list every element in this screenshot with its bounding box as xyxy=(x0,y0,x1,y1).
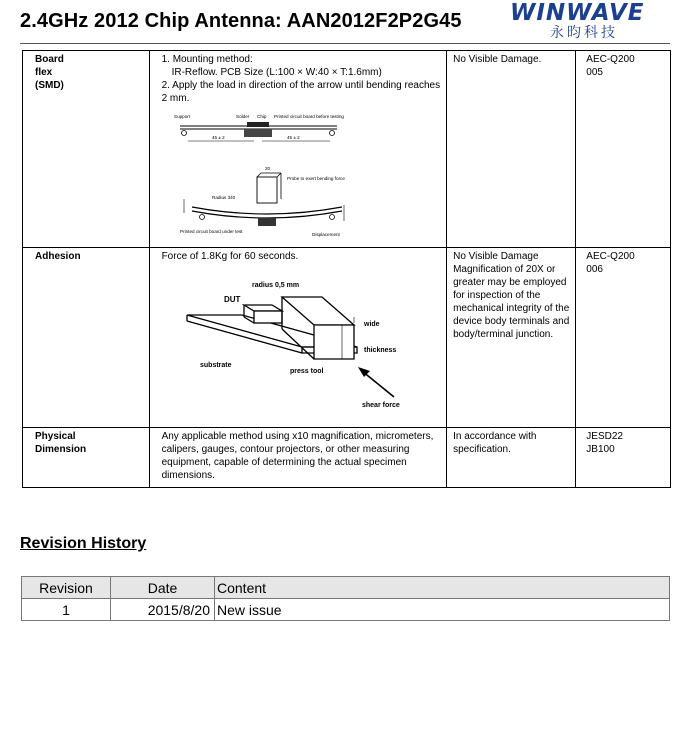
procedure-line: equipment, capable of determining the actual specimen xyxy=(161,457,407,468)
procedure-line: IR-Reflow. PCB Size (L:100 × W:40 × T:1.6mm) xyxy=(171,67,382,78)
fig-label-radius: radius 0,5 mm xyxy=(251,282,299,289)
test-item-cell xyxy=(23,248,150,428)
test-item-line: (SMD) xyxy=(35,80,64,91)
revision-table xyxy=(21,576,670,621)
criteria-cell xyxy=(447,248,576,428)
criteria-line: No Visible Damage. xyxy=(453,54,542,65)
revision-header-row xyxy=(22,577,670,599)
reference-line: JB100 xyxy=(586,444,615,455)
criteria-cell xyxy=(447,428,576,488)
procedure-cell xyxy=(149,51,447,248)
procedure-line: 2 mm. xyxy=(161,93,190,104)
fig-label-top-dim: 20 xyxy=(264,166,270,171)
test-item-line: Adhesion xyxy=(35,251,81,262)
column-header-revision: Revision xyxy=(22,577,111,599)
fig-label-substrate: substrate xyxy=(199,362,232,369)
procedure-line: 1. Mounting method: xyxy=(161,54,253,65)
fig-label-pcb-under: Printed circuit board under test xyxy=(179,229,243,234)
winwave-logo xyxy=(510,0,660,42)
fig-label-thickness: thickness xyxy=(363,347,396,354)
table-row xyxy=(23,428,671,488)
reference-line: 006 xyxy=(586,264,603,275)
bend-test-figure xyxy=(162,109,362,245)
procedure-line: calipers, gauges, contour projectors, or other measuring xyxy=(161,444,410,455)
test-item-cell xyxy=(23,51,150,248)
test-item-line: flex xyxy=(35,67,53,78)
procedure-cell xyxy=(149,428,447,488)
criteria-cell xyxy=(447,51,576,248)
reference-line: AEC-Q200 xyxy=(586,251,635,262)
criteria-line: specification. xyxy=(453,444,511,455)
test-item-line: Board xyxy=(35,54,64,65)
table-row xyxy=(22,599,670,621)
fig-label-pcb-before: Printed circuit board before testing xyxy=(273,114,344,119)
test-spec-table xyxy=(22,50,671,488)
revision-history-title: Revision History xyxy=(20,535,147,552)
column-header-date: Date xyxy=(111,577,215,599)
criteria-line: body/terminal junction. xyxy=(453,329,554,340)
reference-line: 005 xyxy=(586,67,603,78)
revision-number: 1 xyxy=(22,599,111,621)
procedure-line: 2. Apply the load in direction of the arrow until bending reaches xyxy=(161,80,441,91)
test-item-line: Dimension xyxy=(35,444,87,455)
reference-line: AEC-Q200 xyxy=(586,54,635,65)
logo-chinese-name: 永昀科技 xyxy=(550,25,618,41)
fig-label-radius: Radius 340 xyxy=(211,195,235,200)
table-row xyxy=(23,248,671,428)
criteria-line: Magnification of 20X or xyxy=(453,264,556,275)
fig-label-dut: DUT xyxy=(223,295,241,304)
criteria-line: greater may be employed xyxy=(453,277,567,288)
criteria-line: No Visible Damage xyxy=(453,251,539,262)
test-item-cell xyxy=(23,428,150,488)
criteria-line: In accordance with xyxy=(453,431,537,442)
criteria-line: mechanical integrity of the xyxy=(453,303,570,314)
criteria-line: device body terminals and xyxy=(453,316,570,327)
criteria-line: for inspection of the xyxy=(453,290,541,301)
fig-label-solder: Solder xyxy=(235,114,249,119)
revision-content: New issue xyxy=(215,599,670,621)
procedure-line: dimensions. xyxy=(161,470,215,481)
adhesion-test-figure xyxy=(182,267,422,413)
procedure-line: Any applicable method using x10 magnification, micrometers, xyxy=(161,431,434,442)
revision-date: 2015/8/20 xyxy=(111,599,215,621)
procedure-line: Force of 1.8Kg for 60 seconds. xyxy=(161,251,299,262)
fig-label-probe: Probe to exert bending force xyxy=(286,176,345,181)
reference-cell xyxy=(576,248,671,428)
table-row xyxy=(23,51,671,248)
procedure-cell xyxy=(149,248,447,428)
fig-label-shear-force: shear force xyxy=(361,402,400,409)
page-title: 2.4GHz 2012 Chip Antenna: AAN2012F2P2G45 xyxy=(20,10,462,32)
fig-label-dim-right: 45 ± 2 xyxy=(286,135,300,140)
reference-cell xyxy=(576,428,671,488)
reference-cell xyxy=(576,51,671,248)
fig-label-press-tool: press tool xyxy=(289,368,324,375)
test-item-line: Physical xyxy=(35,431,76,442)
fig-label-displacement: Displacement xyxy=(311,232,340,237)
reference-line: JESD22 xyxy=(586,431,623,442)
column-header-content: Content xyxy=(215,577,670,599)
fig-label-chip: Chip xyxy=(256,114,267,119)
header-rule xyxy=(20,43,670,44)
logo-wordmark: WINWAVE xyxy=(510,0,645,26)
fig-label-wide: wide xyxy=(363,321,380,328)
fig-label-dim-left: 45 ± 2 xyxy=(211,135,225,140)
fig-label-support: Support xyxy=(173,114,190,119)
